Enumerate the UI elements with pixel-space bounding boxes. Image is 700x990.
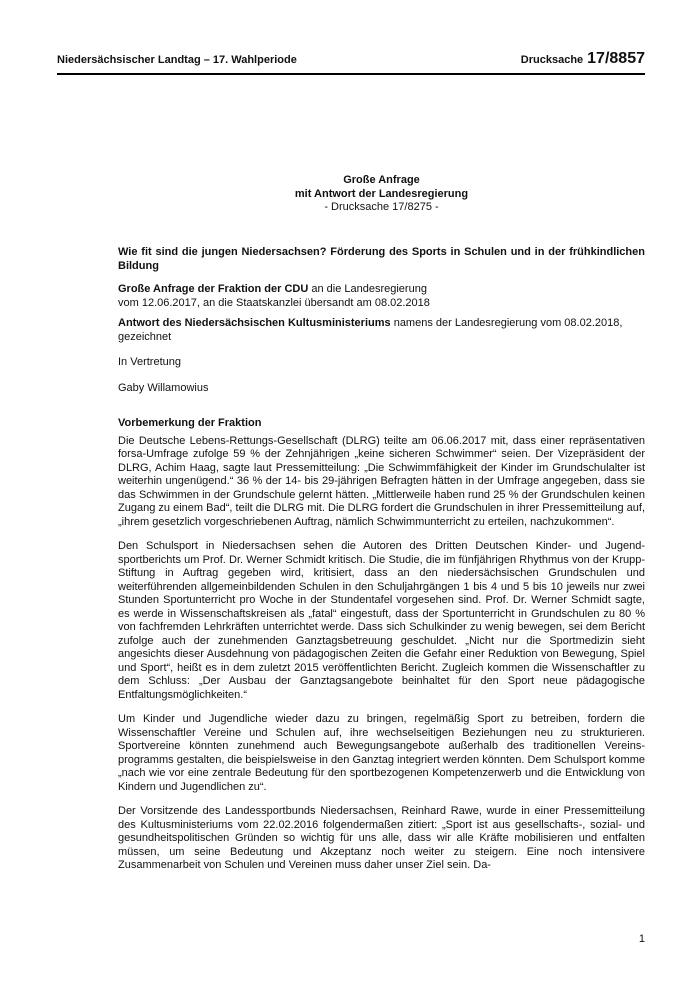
signed-label: gezeichnet — [118, 330, 172, 343]
in-vertretung-label: In Vertretung — [118, 356, 181, 368]
header-parliament-title: Niedersächsischer Landtag – 17. Wahlperiode — [57, 54, 297, 66]
signature-name: Gaby Willamowius — [118, 381, 209, 394]
body-paragraph-1: Die Deutsche Lebens-Rettungs-Gesellschaft (DLRG) teilte am 06.06.2017 mit, dass einer repräsentativen forsa-Umfrage zufolge 59 % der Zehnjährigen „keine sicheren Schwimmer“ seien. Der Vizepräsident der DLRG, Achim Haag, sagte laut Pressemitteilung: „Die Schwimmfähigkeit der Kinder im Grundschulalter ist weiterhin ungenügend.“ 36 % der 14- bis 29-jährigen Befragten hätten in der Umfrage angegeben, dass sie das Schwimmen in der Grundschule gelernt hätten. „Mittlerweile haben rund 25 % der Grundschulen keinen Zugang zu einem Bad“, teilt die DLRG mit. Die DLRG fordert die Grundschulen in ihrer Pressemitteilung auf, „ihrem gesetzlich vorgeschriebenen Auftrag, nämlich Schwimmunterricht zu erteilen, nachzukommen“. — [118, 434, 645, 528]
request-bold-text: Große Anfrage der Fraktion der CDU — [118, 283, 309, 295]
subject-heading: Wie fit sind die jungen Niedersachsen? Förderung des Sports in Schulen und in der frühkindlichen Bildung — [118, 246, 645, 272]
page-number: 1 — [638, 933, 645, 945]
title-line-1: Große Anfrage — [343, 174, 420, 186]
request-date-line: vom 12.06.2017, an die Staatskanzlei übersandt am 08.02.2018 — [118, 296, 430, 309]
page-header — [57, 52, 645, 75]
answer-bold-text: Antwort des Niedersächsischen Kultusministeriums — [118, 317, 391, 329]
title-block — [118, 174, 645, 215]
header-drucksache — [521, 52, 645, 67]
body-paragraph-3: Um Kinder und Jugendliche wieder dazu zu bringen, regelmäßig Sport zu betreiben, fordern die Wissenschaftler Vereine und Schulen auf, ihre wechselseitigen Beziehungen neu zu strukturieren. Sportvereine könnten zunehmend auch Bewegungsangebote außerhalb des traditionellen Vereinsprogramms gestalten, die beispielsweise in den Ganztag integriert werden könnten. Dem Schulsport komme „nach wie vor eine zentrale Bedeutung für den sportbezogenen Kompetenzerwerb und die Entwicklung von Kindern und Jugendlichen zu“. — [118, 713, 645, 793]
drucksache-number: 17/8857 — [587, 50, 645, 67]
answer-rest-text: namens der Landesregierung vom 08.02.2018, — [390, 317, 623, 329]
body-paragraph-2: Den Schulsport in Niedersachsen sehen die Autoren des Dritten Deutschen Kinder- und Jugendsportberichts um Prof. Dr. Werner Schmidt kritisch. Die Studie, die im fünfjährigen Rhythmus von der Krupp-Stiftung in Auftrag gegeben wird, kritisiert, dass an den niedersächsischen Grundschulen und weiterführenden allgemeinbildenden Schulen in den Schuljahrgängen 1 bis 4 und 5 bis 10 jeweils nur zwei Stunden Sportunterricht pro Woche in der Stundentafel vorgesehen sind. Prof. Dr. Werner Schmidt sagte, es werde in Wissenschaftskreisen als „fatal“ eingestuft, dass der Sportunterricht in Grundschulen zu 80 % von fachfremden Lehrkräften unterrichtet werde. Dass sich Schulkinder zu wenig bewegen, sei dem Bericht zufolge auch der zunehmenden Ganztagsbetreuung geschuldet. „Nicht nur die Sportmedizin sieht angesichts dieser Ausdehnung von pädagogischen Zeiten die Gefahr einer Reduktion von Bewegung, Spiel und Sport“, heißt es in dem zuletzt 2015 veröffentlichten Bericht. Zugleich kommen die Wissenschaftler zu dem Schluss: „Der Ausbau der Ganztagsangebote beinhaltet für den Sport neue pädagogische Entfaltungsmöglichkeiten.“ — [118, 540, 645, 701]
title-line-3: - Drucksache 17/8275 - — [324, 201, 439, 213]
request-rest-text: an die Landesregierung — [308, 283, 427, 295]
title-line-2: mit Antwort der Landesregierung — [294, 187, 469, 200]
answer-line — [118, 317, 645, 331]
section-heading: Vorbemerkung der Fraktion — [118, 417, 262, 429]
body-paragraph-4: Der Vorsitzende des Landessportbunds Niedersachsen, Reinhard Rawe, wurde in einer Pressemitteilung des Kultusministeriums vom 22.02.2016 folgendermaßen zitiert: „Sport ist aus gesellschafts-, sozial- und gesundheitspolitischen Gründen so wichtig für uns alle, dass wir alle Kräfte mobilisieren und entfalten müssen, um seine Bedeutung und Akzeptanz noch weiter zu steigern. Eine noch intensivere Zusammenarbeit von Schulen und Vereinen muss daher unser Ziel sein. Da- — [118, 805, 645, 871]
request-line — [118, 283, 645, 297]
drucksache-label: Drucksache — [520, 54, 584, 66]
document-content — [118, 246, 645, 884]
